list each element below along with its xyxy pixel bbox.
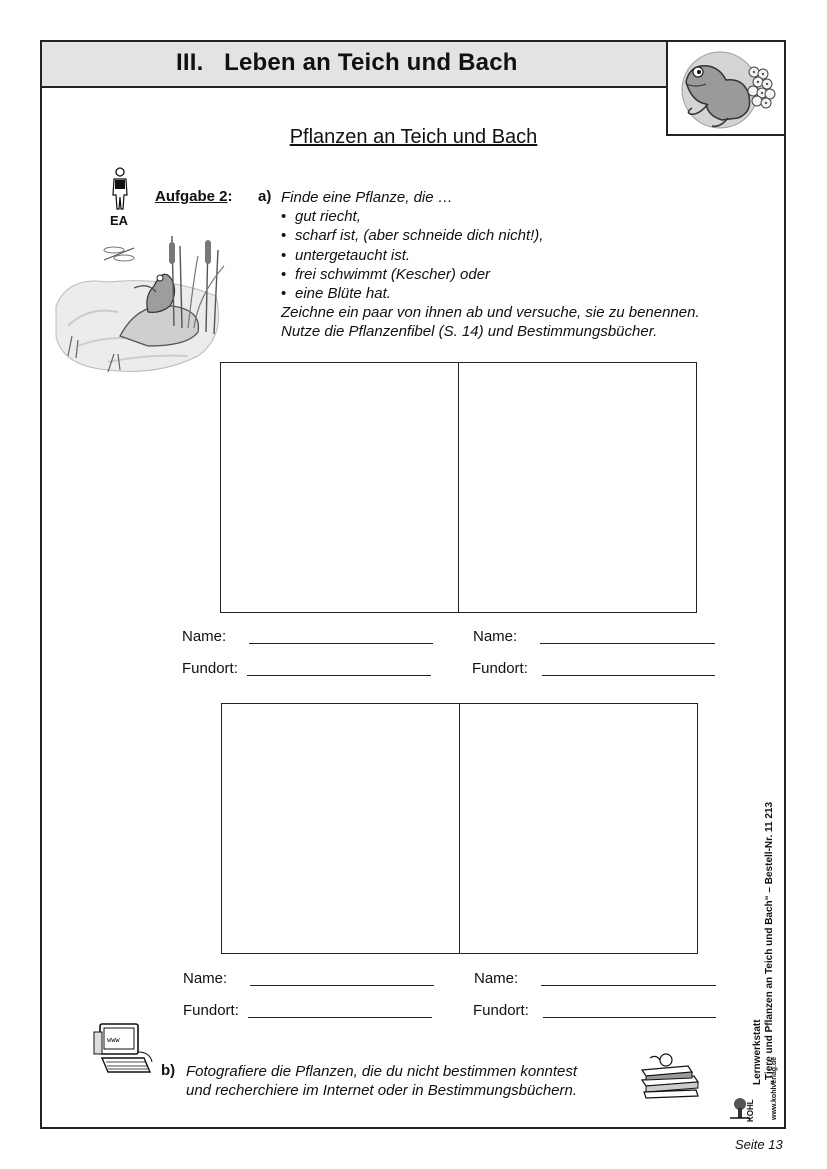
svg-text:www: www <box>107 1036 120 1044</box>
task-b-text: Fotografiere die Pflanzen, die du nicht bestimmen konntest und recherchiere im Internet oder in Bestimmungsbüchern. <box>186 1063 578 1099</box>
section-subtitle: Pflanzen an Teich und Bach <box>289 126 538 148</box>
bullet-item: frei schwimmt (Kescher) oder <box>295 265 491 283</box>
publisher-name: KOHL <box>746 1099 755 1122</box>
fundort-label: Fundort: <box>182 660 238 677</box>
bullet-item: eine Blüte hat. <box>295 285 391 303</box>
name-line[interactable] <box>249 643 433 644</box>
publisher-website[interactable]: www.kohlverlag.de <box>771 1056 778 1120</box>
computer-icon <box>92 1022 156 1076</box>
name-line[interactable] <box>540 643 715 644</box>
name-label: Name: <box>182 628 227 645</box>
drawing-box[interactable] <box>222 704 459 953</box>
fundort-label: Fundort: <box>473 1002 529 1019</box>
fundort-line[interactable] <box>247 675 431 676</box>
drawing-box[interactable] <box>458 363 696 612</box>
fundort-line[interactable] <box>542 675 715 676</box>
name-line[interactable] <box>250 985 434 986</box>
books-icon <box>636 1052 706 1102</box>
name-line[interactable] <box>541 985 716 986</box>
side-imprint: Lernwerkstatt „Tiere und Pflanzen an Teich und Bach“ – Bestell-Nr. 11 213 <box>752 801 775 1085</box>
fundort-line[interactable] <box>248 1017 432 1018</box>
name-label: Name: <box>473 628 518 645</box>
page-number: Seite 13 <box>735 1137 783 1152</box>
drawing-box[interactable] <box>221 363 458 612</box>
name-label: Name: <box>474 970 519 987</box>
bullet-item: untergetaucht ist. <box>295 246 411 264</box>
frog-icon <box>668 42 784 134</box>
fundort-label: Fundort: <box>472 660 528 677</box>
task-part-a: a) <box>258 188 272 205</box>
bullet-item: gut riecht, <box>295 208 361 226</box>
frog-logo-box <box>666 40 786 136</box>
fundort-line[interactable] <box>543 1017 716 1018</box>
pond-frog-illustration <box>48 236 228 386</box>
drawing-box[interactable] <box>459 704 697 953</box>
task-text: Finde eine Pflanze, die … • gut riecht, • scharf ist, (aber schneide dich nicht!), • untergetaucht ist. • frei schwimmt (Kescher) oder • eine Blüte hat. Zeichne ein paar von ihnen ab und versuche, sie zu benennen. Nutze die Pflanzenfibel (S. 14) und Bestimmungsbücher. <box>281 188 700 342</box>
work-mode-label: EA <box>110 213 129 228</box>
drawing-grid-1 <box>220 362 697 613</box>
bullet-item: scharf ist, (aber schneide dich nicht!), <box>295 227 544 245</box>
name-label: Name: <box>183 970 228 987</box>
drawing-grid-2 <box>221 703 698 954</box>
student-icon <box>110 167 130 211</box>
task-part-b: b) <box>161 1062 176 1079</box>
page-title: III. Leben an Teich und Bach <box>176 49 518 76</box>
fundort-label: Fundort: <box>183 1002 239 1019</box>
task-label: Aufgabe 2: <box>155 188 233 205</box>
